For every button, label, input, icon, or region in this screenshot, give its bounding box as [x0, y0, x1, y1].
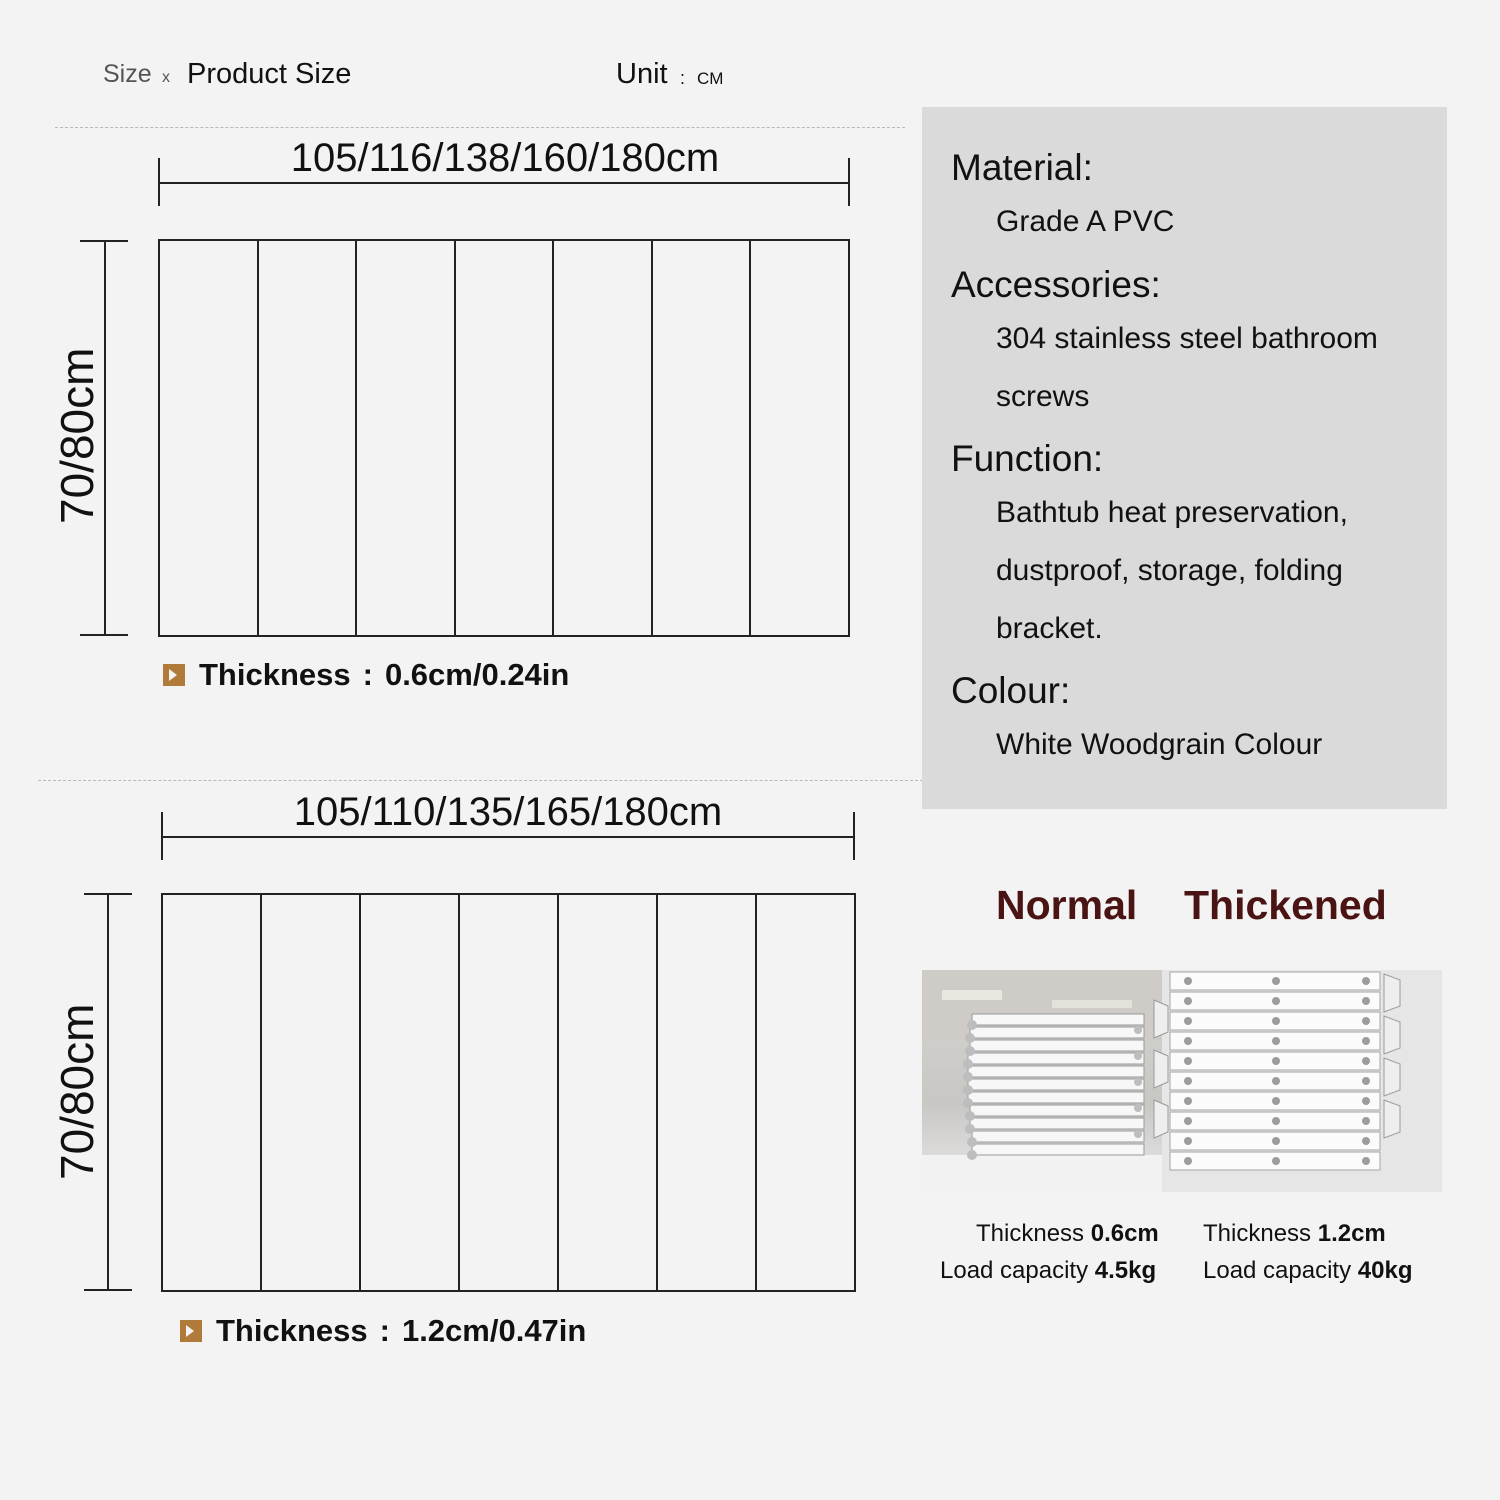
normal-thickness-caption	[976, 1220, 1159, 1248]
thickness-row-normal	[163, 657, 569, 693]
play-bullet-icon	[163, 664, 185, 686]
header-divider	[55, 127, 905, 128]
material-value: Grade A PVC	[996, 205, 1175, 238]
thickened-load-value: 40kg	[1357, 1257, 1413, 1284]
thickened-title: Thickened	[1184, 882, 1387, 928]
height-dimension-line	[104, 240, 106, 636]
cover-slat	[554, 241, 653, 635]
cover-slat	[559, 895, 658, 1290]
size-label: Size	[103, 60, 152, 88]
unit-label: Unit	[616, 58, 668, 90]
thickness-label: Thickness	[216, 1313, 368, 1348]
material-label: Material:	[951, 147, 1093, 188]
thickness-row-thickened	[180, 1313, 586, 1349]
cover-slat	[751, 241, 848, 635]
unit-separator: :	[680, 68, 686, 88]
normal-load-caption	[940, 1257, 1156, 1285]
normal-thickness-value: 0.6cm	[1090, 1220, 1159, 1247]
play-bullet-icon	[180, 1320, 202, 1342]
height-dimension-label: 70/80cm	[51, 347, 103, 524]
accessories-value-line2: screws	[996, 380, 1090, 413]
cover-slat	[757, 895, 854, 1290]
product-stack-photo-illustration	[922, 970, 1442, 1192]
thickness-separator: :	[379, 1313, 390, 1348]
normal-load-label: Load capacity	[940, 1257, 1089, 1284]
thickened-thickness-label: Thickness	[1203, 1220, 1312, 1247]
product-size-label: Product Size	[187, 58, 352, 90]
unit-value: CM	[697, 69, 724, 88]
cover-slat	[460, 895, 559, 1290]
thickness-value: 0.6cm/0.24in	[384, 657, 570, 692]
thickened-load-label: Load capacity	[1203, 1257, 1352, 1284]
cover-slat	[259, 241, 358, 635]
normal-title: Normal	[996, 882, 1138, 928]
normal-thickness-label: Thickness	[976, 1220, 1085, 1247]
function-value-line1: Bathtub heat preservation,	[996, 496, 1348, 529]
colour-value: White Woodgrain Colour	[996, 728, 1323, 761]
height-dimension-line	[107, 893, 109, 1291]
width-dimension-label: 105/116/138/160/180cm	[290, 136, 720, 180]
thickness-separator: :	[362, 657, 373, 692]
product-stack-photo	[922, 970, 1442, 1192]
cover-slat	[163, 895, 262, 1290]
section-divider	[38, 780, 923, 781]
cover-slat	[653, 241, 752, 635]
cover-slat	[658, 895, 757, 1290]
thickness-value: 1.2cm/0.47in	[401, 1313, 587, 1348]
thickness-label: Thickness	[199, 657, 351, 692]
function-value-line2: dustproof, storage, folding	[996, 554, 1343, 587]
width-dimension-line	[158, 182, 850, 184]
normal-load-value: 4.5kg	[1094, 1257, 1157, 1284]
height-dimension-label: 70/80cm	[51, 1003, 103, 1180]
colour-label: Colour:	[951, 670, 1071, 711]
cover-slat	[357, 241, 456, 635]
thickened-thickness-caption	[1203, 1220, 1386, 1248]
width-dimension-line	[161, 836, 855, 838]
function-value-line3: bracket.	[996, 612, 1103, 645]
accessories-label: Accessories:	[951, 264, 1161, 305]
cover-slat	[262, 895, 361, 1290]
x-label: x	[162, 69, 170, 86]
bathtub-cover-diagram-thickened	[161, 893, 856, 1292]
thickened-load-caption	[1203, 1257, 1412, 1285]
cover-slat	[361, 895, 460, 1290]
bathtub-cover-diagram-normal	[158, 239, 850, 637]
thickened-thickness-value: 1.2cm	[1317, 1220, 1386, 1247]
spec-panel	[922, 107, 1447, 809]
cover-slat	[456, 241, 555, 635]
width-dimension-label: 105/110/135/165/180cm	[293, 790, 723, 834]
function-label: Function:	[951, 438, 1104, 479]
accessories-value-line1: 304 stainless steel bathroom	[996, 322, 1378, 355]
cover-slat	[160, 241, 259, 635]
